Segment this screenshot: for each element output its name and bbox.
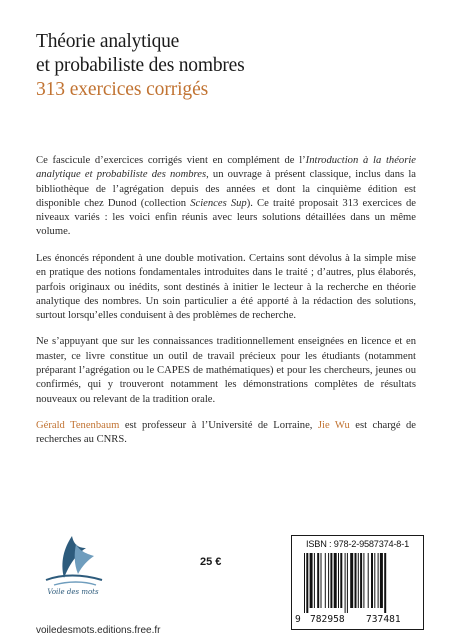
- barcode-digit-first: 9: [295, 614, 301, 625]
- author-tenenbaum: Gérald Tenenbaum: [36, 419, 120, 431]
- barcode-bar: [310, 553, 313, 608]
- publisher-name: Voile des mots: [47, 588, 99, 596]
- barcode-digit-group-2: 737481: [366, 614, 401, 625]
- p1-italic-book-title: Introduction à la théorie analytique et probabiliste des nombres: [36, 155, 416, 181]
- barcode-bar: [330, 553, 332, 608]
- barcode-bar: [347, 553, 348, 613]
- barcode-bar: [371, 553, 373, 608]
- p1-text-b: , un ouvrage à présent classique, inclus dans la bibliothèque de l’agrégation depuis des années et dont la cinquième édition est disponible chez Dunod (collection: [36, 169, 416, 209]
- paragraph-authors: [36, 419, 416, 448]
- barcode-bar: [328, 553, 329, 608]
- barcode-bar: [304, 553, 305, 613]
- p1-text-c: ). Ce traité proposait 313 exercices de niveaux variés : les voici enfin réunis avec leurs solutions détaillées dans un même volume.: [36, 197, 416, 238]
- p4-text-b: est chargé de recherches au CNRS.: [36, 419, 416, 446]
- barcode-bar: [317, 553, 319, 608]
- barcode-bar: [306, 553, 308, 613]
- barcode-bar: [368, 553, 369, 608]
- price: 25 €: [200, 556, 222, 568]
- barcode-bar: [338, 553, 339, 608]
- barcode-bar: [321, 553, 322, 608]
- paragraph-1: [36, 154, 416, 240]
- barcode-bar: [314, 553, 315, 608]
- p1-italic-collection: Sciences Sup: [190, 197, 247, 209]
- barcode-digit-group-1: 782958: [310, 614, 345, 625]
- barcode-bar: [384, 553, 386, 613]
- title-block: [36, 30, 416, 102]
- sail-icon: [34, 530, 114, 590]
- isbn-label: ISBN : 978-2-9587374-8-1: [306, 539, 409, 549]
- barcode-bar: [360, 553, 362, 608]
- barcode-bar: [334, 553, 337, 608]
- barcode-icon: [304, 553, 412, 613]
- blurb: [36, 154, 416, 460]
- barcode-bar: [345, 553, 346, 613]
- barcode-bar: [358, 553, 359, 608]
- publisher-website: voiledesmots.editions.free.fr: [36, 625, 161, 636]
- barcode-bar: [374, 553, 375, 608]
- barcode-bar: [378, 553, 379, 608]
- paragraph-2: Les énoncés répondent à une double motivation. Certains sont dévolus à la simple mise en pratique des notions fondamentales introduites dans le traité ; d’autres, plus élaborés, parfois originaux ou inédits, sont destinés à initier le lecteur à la recherche en théorie analytique des nombres. Un soin particulier a été apporté à la rédaction des solutions, surtout lorsqu’elles conduisent à des problèmes de recherche.: [36, 253, 416, 322]
- p4-text-a: est professeur à l’Université de Lorraine,: [119, 419, 318, 431]
- title-line-2: et probabiliste des nombres: [36, 55, 245, 76]
- barcode-bar: [340, 553, 342, 608]
- barcode-bar: [350, 553, 353, 608]
- barcode-bar: [363, 553, 364, 608]
- title-line-1: Théorie analytique: [36, 31, 180, 52]
- barcode-bar: [355, 553, 357, 608]
- barcode-bar: [380, 553, 383, 608]
- p1-text-a: Ce fascicule d’exercices corrigés vient en complément de l’: [36, 155, 306, 166]
- barcode-bar: [325, 553, 326, 608]
- paragraph-3: Ne s’appuyant que sur les connaissances traditionnellement enseignées en licence et en master, ce livre constitue un outil de travail précieux pour les étudiants (notamment préparant l’agrégation ou le CAPES de mathématiques) et pour les chercheurs, jeunes ou confirmés, qui y trouveront notamment les démonstrations complètes de résultats nouveaux ou relevant de la tradition orale.: [36, 336, 416, 405]
- subtitle: 313 exercices corrigés: [36, 79, 209, 100]
- isbn-barcode-box: [291, 535, 424, 630]
- author-wu: Jie Wu: [317, 419, 350, 431]
